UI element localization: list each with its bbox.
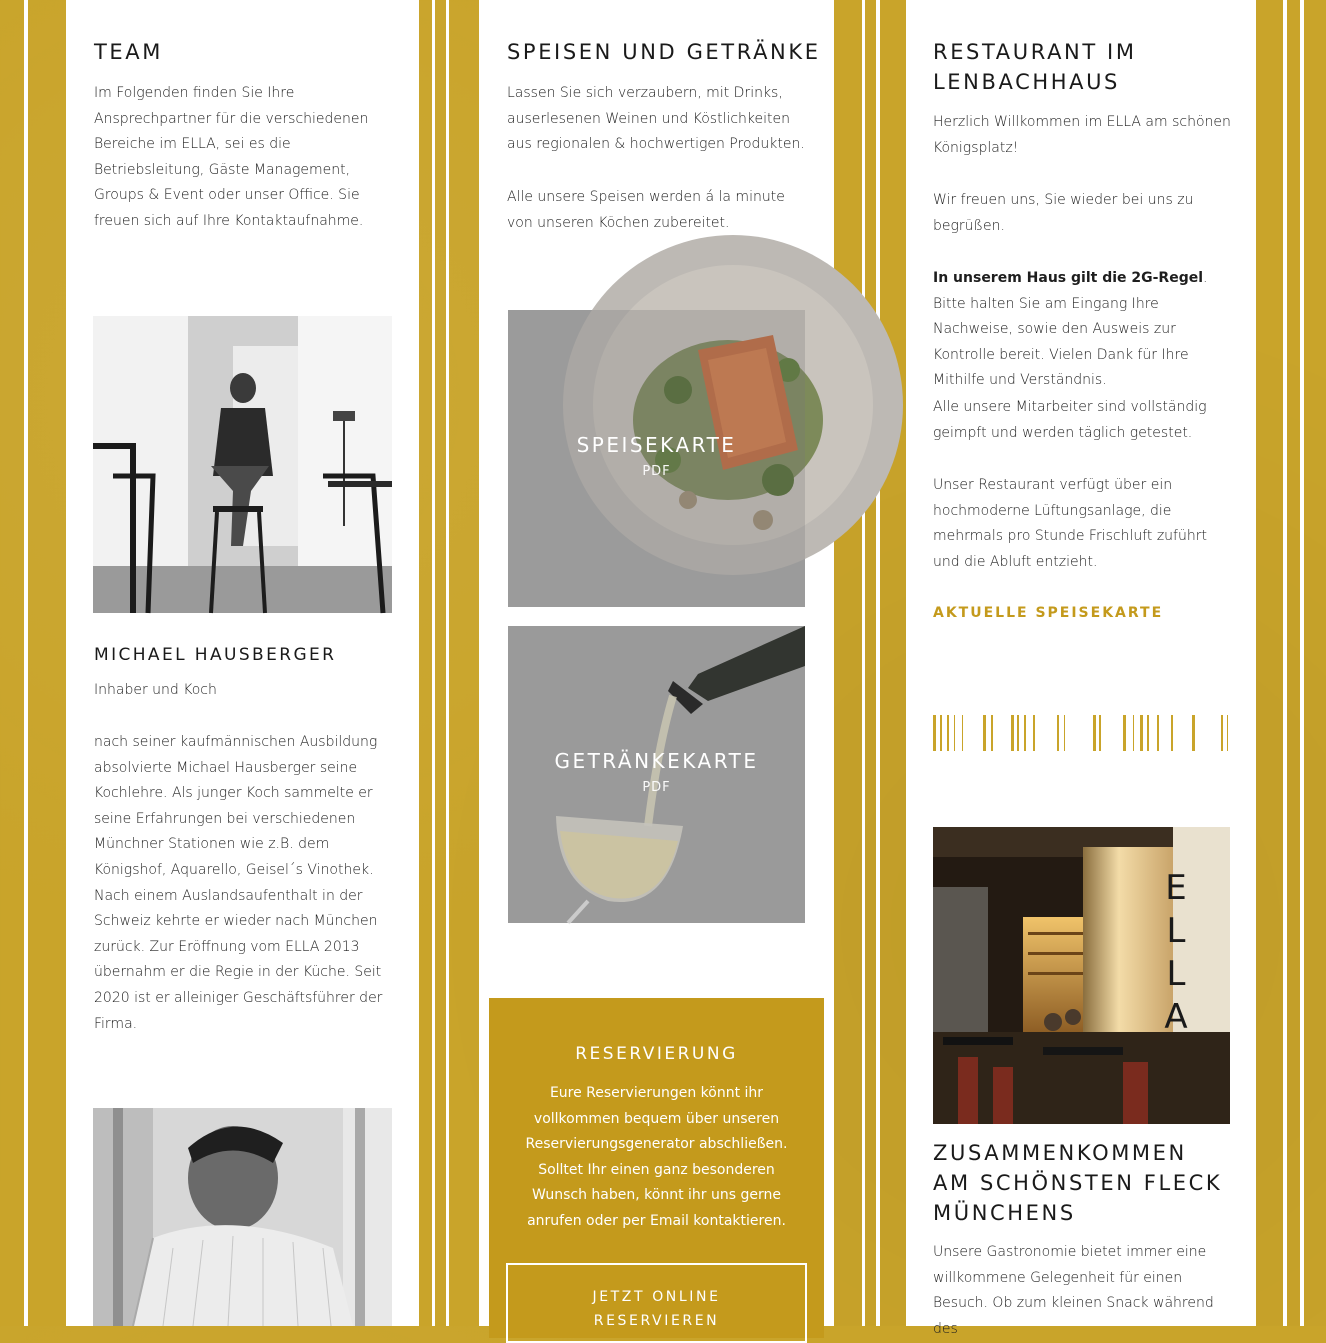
restaurant-2g-rule — [933, 266, 1238, 394]
team-heading: TEAM — [94, 40, 163, 64]
restaurant-welcome: Herzlich Willkommen im ELLA am schönen Königsplatz! — [933, 114, 1231, 156]
team-photo-michael-image — [93, 316, 392, 613]
team-photo-second-image — [93, 1108, 392, 1326]
reserve-online-label-2: RESERVIEREN — [593, 1313, 720, 1329]
team-intro: Im Folgenden finden Sie Ihre Ansprechpartner für die verschiedenen Bereiche im ELLA, sei es die Betriebsleitung, Gäste Management, Groups & Event oder unser Office. Sie freuen sich auf Ihre Kontaktaufnahme. — [94, 85, 369, 229]
stripe — [1283, 0, 1287, 1326]
ella-sign: ELLA — [1164, 868, 1188, 1037]
stripe — [24, 0, 28, 1326]
person-name: MICHAEL HAUSBERGER — [94, 645, 337, 665]
food-intro-1: Lassen Sie sich verzaubern, mit Drinks, auserlesenen Weinen und Köstlichkeiten aus regionalen & hochwertigen Produkten. — [507, 85, 805, 153]
stripe — [1300, 0, 1304, 1326]
food-heading: SPEISEN UND GETRÄNKE — [507, 40, 821, 64]
drinks-menu-pdf: PDF — [642, 780, 671, 795]
food-panel — [479, 0, 834, 1329]
restaurant-heading-2: ZUSAMMENKOMMEN AM SCHÖNSTEN FLECK MÜNCHENS — [933, 1141, 1223, 1225]
stripe — [876, 0, 880, 1326]
restaurant-panel — [906, 0, 1256, 1337]
reserve-online-label-1: JETZT ONLINE — [592, 1289, 721, 1305]
restaurant-staff-vaccinated: Alle unsere Mitarbeiter sind vollständig geimpft und werden täglich getestet. — [933, 399, 1207, 441]
person-bio: nach seiner kaufmännischen Ausbildung absolvierte Michael Hausberger seine Kochlehre. Als junger Koch sammelte er seine Erfahrungen bei verschiedenen Münchner Stationen wie z.B. dem Königshof, Aquarello, Geisel´s Vinothek. Nach einem Auslandsaufenthalt in der Schweiz kehrte er wieder nach München zurück. Zur Eröffnung vom ELLA 2013 übernahm er die Regie in der Küche. Seit 2020 ist er alleiniger Geschäftsführer der Firma. — [94, 734, 383, 1032]
team-panel — [66, 0, 419, 1326]
restaurant-gastronomy-text: Unsere Gastronomie bietet immer eine willkommene Gelegenheit für einen Besuch. Ob zum kleinen Snack während des — [933, 1244, 1214, 1337]
food-intro-2: Alle unsere Speisen werden á la minute von unseren Köchen zubereitet. — [507, 189, 785, 231]
team-photo-second — [93, 1108, 392, 1326]
food-menu-card[interactable] — [508, 310, 805, 607]
reserve-online-button[interactable] — [506, 1263, 807, 1343]
restaurant-ventilation: Unser Restaurant verfügt über ein hochmoderne Lüftungsanlage, die mehrmals pro Stunde Frischluft zuführt und die Abluft entzieht. — [933, 477, 1207, 570]
team-photo-michael — [93, 316, 392, 613]
salmon-dish-image — [508, 310, 805, 607]
restaurant-2g-rule-bold: In unserem Haus gilt die 2G-Regel — [933, 270, 1204, 286]
food-menu-pdf: PDF — [642, 464, 671, 479]
stripe — [432, 0, 435, 1326]
reservation-text: Eure Reservierungen könnt ihr vollkommen bequem über unseren Reservierungsgenerator abschließen. Solltet Ihr einen ganz besonderen Wunsch haben, könnt ihr uns gerne anrufen oder per Email kontaktieren. — [525, 1085, 788, 1229]
current-menu-link[interactable]: AKTUELLE SPEISEKARTE — [933, 605, 1164, 621]
reservation-heading: RESERVIERUNG — [575, 1044, 738, 1064]
reservation-box — [489, 998, 824, 1338]
drinks-menu-title: GETRÄNKEKARTE — [554, 749, 759, 773]
stripe — [446, 0, 449, 1326]
person-role: Inhaber und Koch — [94, 682, 217, 698]
decorative-stripes-icon — [933, 715, 1230, 751]
restaurant-2g-rule-rest: . Bitte halten Sie am Eingang Ihre Nachweise, sowie den Ausweis zur Kontrolle bereit. Vielen Dank für Ihre Mithilfe und Verständnis. — [933, 270, 1208, 389]
restaurant-interior-photo — [933, 827, 1230, 1124]
drinks-menu-card[interactable] — [508, 626, 805, 923]
wine-pour-image — [508, 626, 805, 923]
restaurant-heading: RESTAURANT IM LENBACHHAUS — [933, 40, 1137, 94]
food-menu-title: SPEISEKARTE — [576, 433, 737, 457]
restaurant-greeting: Wir freuen uns, Sie wieder bei uns zu begrüßen. — [933, 192, 1194, 234]
stripe — [862, 0, 865, 1326]
